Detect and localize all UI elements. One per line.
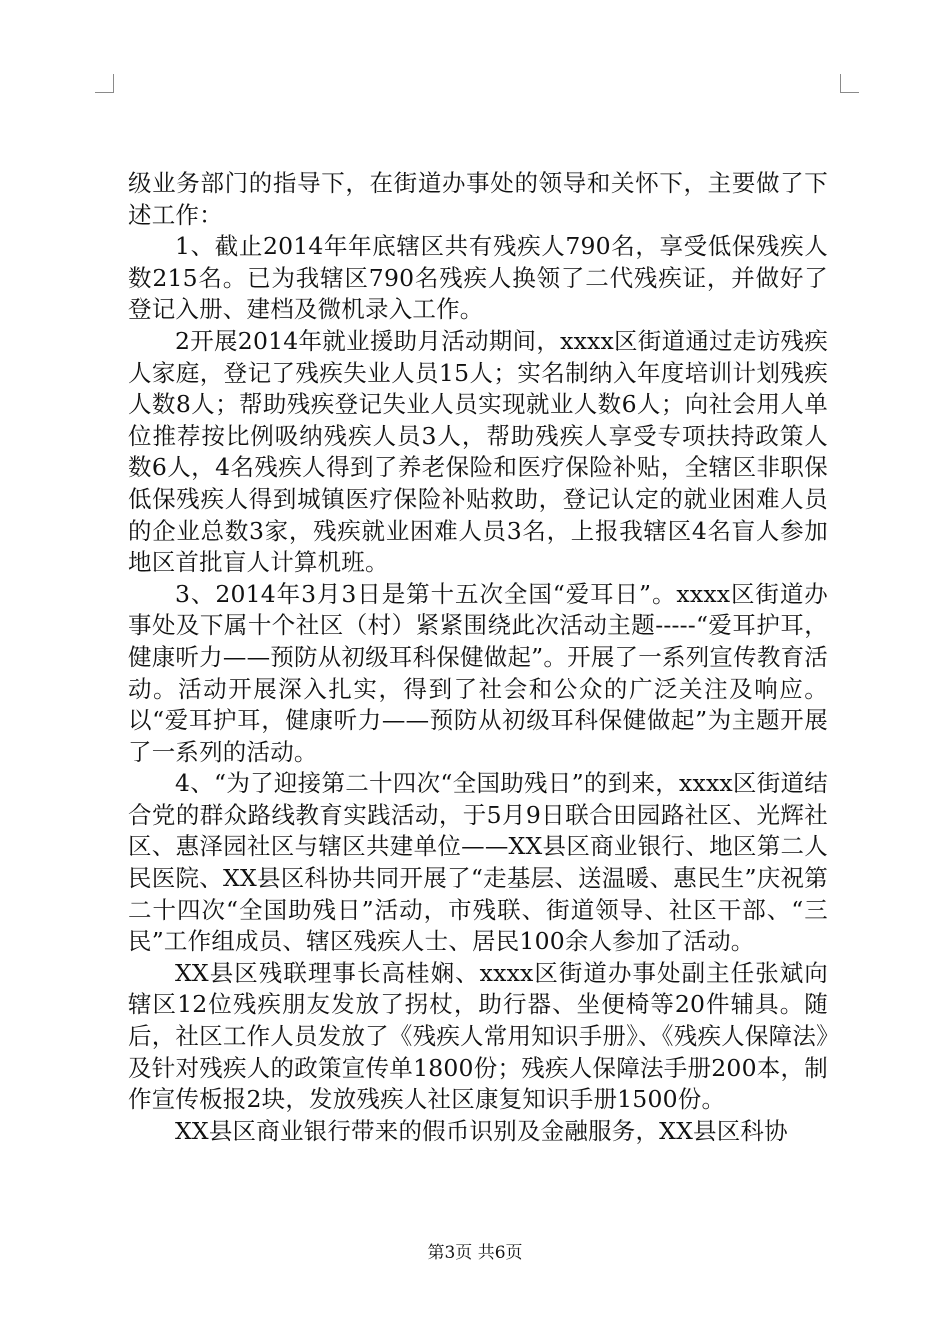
paragraph-distribution: XX县区残联理事长高桂娴、xxxx区街道办事处副主任张斌向辖区12位残疾朋友发放了拐杖，助行器、坐便椅等20件辅具。随后，社区工作人员发放了《残疾人常用知识手册》、《残疾人保障法》及针对残疾人的政策宣传单1800份；残疾人保障法手册200本，制作宣传板报2块，发放残疾人社区康复知识手册1500份。 xyxy=(128,958,828,1114)
page-number-footer: 第3页 共6页 xyxy=(427,1243,523,1263)
paragraph-item-3: 3、2014年3月3日是第十五次全国“爱耳日”。xxxx区街道办事处及下属十个社区（村）紧紧围绕此次活动主题-----“爱耳护耳，健康听力——预防从初级耳科保健做起”。开展了一系列宣传教育活动。活动开展深入扎实，得到了社会和公众的广泛关注及响应。以“爱耳护耳，健康听力——预防从初级耳科保健做起”为主题开展了一系列的活动。 xyxy=(128,579,828,766)
top-right-crop-mark xyxy=(840,74,859,93)
top-left-crop-mark xyxy=(95,74,114,93)
paragraph-item-1: 1、截止2014年年底辖区共有残疾人790名，享受低保残疾人数215名。已为我辖区790名残疾人换领了二代残疾证，并做好了登记入册、建档及微机录入工作。 xyxy=(128,232,828,324)
paragraph-item-4: 4、“为了迎接第二十四次“全国助残日”的到来，xxxx区街道结合党的群众路线教育实践活动，于5月9日联合田园路社区、光辉社区、惠泽园社区与辖区共建单位——XX县区商业银行、地区第二人民医院、XX县区科协共同开展了“走基层、送温暖、惠民生”庆祝第二十四次“全国助残日”活动，市残联、街道领导、社区干部、“三民”工作组成员、辖区残疾人士、居民100余人参加了活动。 xyxy=(128,769,828,956)
document-body xyxy=(128,168,828,1147)
paragraph-item-2: 2开展2014年就业援助月活动期间，xxxx区街道通过走访残疾人家庭，登记了残疾失业人员15人；实名制纳入年度培训计划残疾人数8人；帮助残疾登记失业人员实现就业人数6人；向社会用人单位推荐按比例吸纳残疾人员3人，帮助残疾人享受专项扶持政策人数6人，4名残疾人得到了养老保险和医疗保险补贴，全辖区非职保低保残疾人得到城镇医疗保险补贴救助，登记认定的就业困难人员的企业总数3家，残疾就业困难人员3名，上报我辖区4名盲人参加地区首批盲人计算机班。 xyxy=(128,326,828,577)
paragraph-bank-services: XX县区商业银行带来的假币识别及金融服务，XX县区科协 xyxy=(175,1116,788,1145)
paragraph-continuation: 级业务部门的指导下，在街道办事处的领导和关怀下，主要做了下述工作： xyxy=(128,169,828,229)
